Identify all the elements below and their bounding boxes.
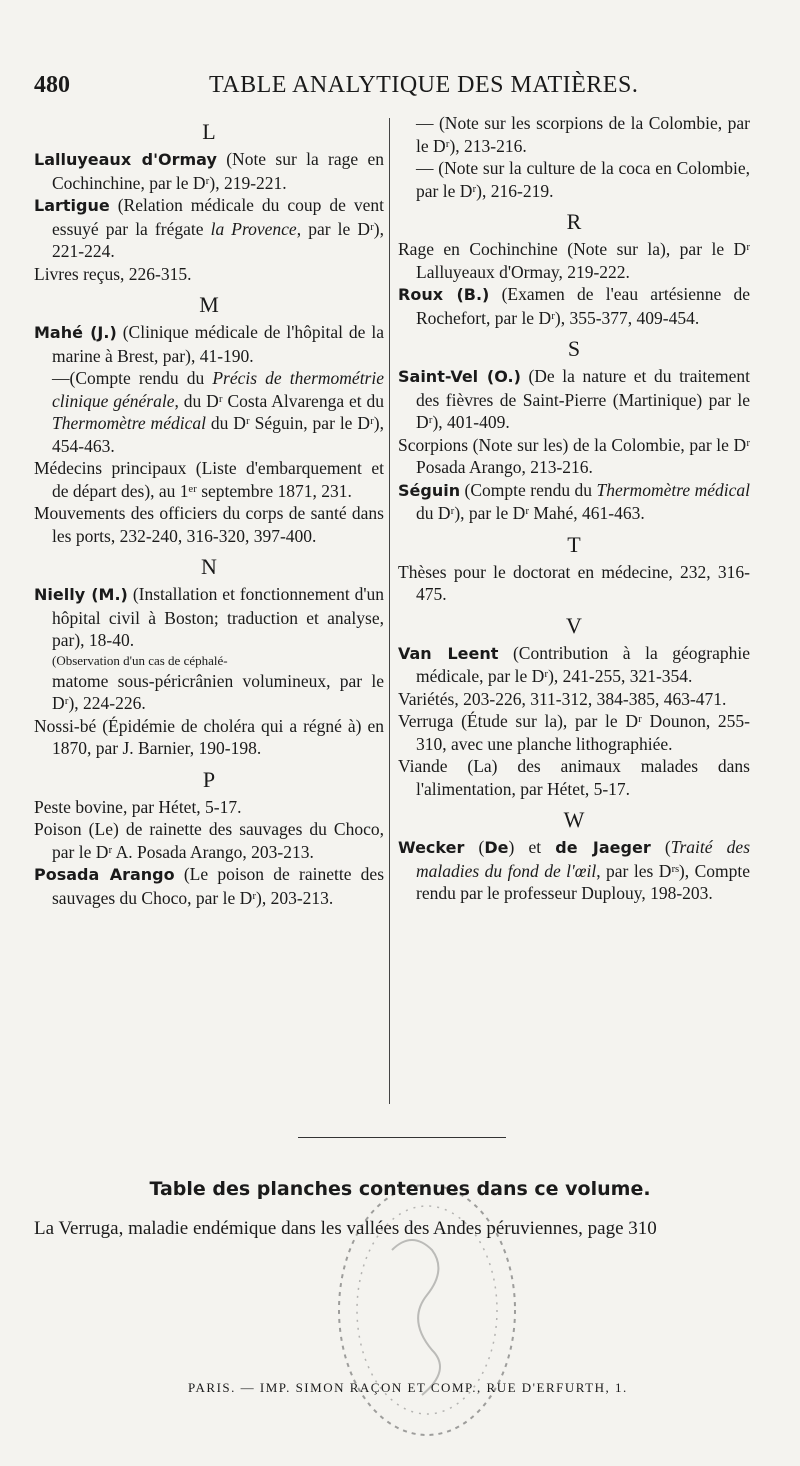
index-entry-scorpions: Scorpions (Note sur les) de la Colombie, par le Dʳ Posada Arango, 213-216. <box>398 434 750 477</box>
right-column <box>398 112 750 905</box>
index-entry-nossibe: Nossi-bé (Épidémie de choléra qui a régné à) en 1870, par J. Barnier, 190-198. <box>34 715 384 758</box>
library-stamp-icon <box>322 1160 532 1450</box>
index-entry-verruga: Verruga (Étude sur la), par le Dʳ Dounon, 255-310, avec une planche lithographiée. <box>398 711 750 754</box>
printer-imprint: PARIS. — IMP. SIMON RAÇON ET COMP., RUE D'ERFURTH, 1. <box>188 1380 628 1395</box>
section-letter-t: T <box>567 531 581 557</box>
index-entry-lalluyeaux: Lalluyeaux d'Ormay (Note sur la rage en Cochinchine, par le Dʳ), 219-221. <box>34 149 384 193</box>
plates-table-title: Table des planches contenues dans ce volume. <box>149 1178 651 1200</box>
index-entry-saintvel: Saint-Vel (O.) (De la nature et du traitement des fièvres de Saint-Pierre (Martinique) par le Dʳ), 401-409. <box>398 366 751 432</box>
index-subentry-posada-scorpions: — (Note sur les scorpions de la Colombie, par le Dʳ), 213-216. <box>416 113 750 156</box>
index-entry-lartigue: Lartigue (Relation médicale du coup de vent essuyé par la frégate la Provence, par le Dʳ), 221-224. <box>34 195 385 261</box>
index-entry-varietes: Variétés, 203-226, 311-312, 384-385, 463-471. <box>398 688 727 709</box>
section-letter-l: L <box>202 119 216 144</box>
column-divider <box>389 118 390 1104</box>
index-entry-peste: Peste bovine, par Hétet, 5-17. <box>34 796 242 817</box>
index-entry-wecker: Wecker (De) et de Jaeger (Traité des maladies du fond de l'œil, par les Dʳˢ), Compte rendu par le professeur Duplouy, 198-203. <box>398 837 751 903</box>
index-subentry-posada-coca: — (Note sur la culture de la coca en Colombie, par le Dʳ), 216-219. <box>416 158 750 201</box>
index-entry-poison: Poison (Le) de rainette des sauvages du Choco, par le Dʳ A. Posada Arango, 203-213. <box>34 819 384 862</box>
index-subentry-nielly-cont: matome sous-péricrânien volumineux, par le Dʳ), 224-226. <box>52 670 384 713</box>
page-header <box>34 72 780 112</box>
page-number: 480 <box>34 72 70 98</box>
left-column <box>34 112 384 909</box>
index-entry-seguin: Séguin (Compte rendu du Thermomètre médical du Dʳ), par le Dʳ Mahé, 461-463. <box>398 479 750 523</box>
section-letter-p: P <box>202 766 216 792</box>
section-letter-w: W <box>563 807 585 832</box>
index-entry-rage: Rage en Cochinchine (Note sur la), par le Dʳ Lalluyeaux d'Ormay, 219-222. <box>398 239 750 282</box>
index-entry-vanleent: Van Leent (Contribution à la géographie médicale, par le Dʳ), 241-255, 321-354. <box>398 642 751 686</box>
section-letter-r: R <box>566 209 582 234</box>
index-subentry-mahe: —(Compte rendu du Précis de thermométrie clinique générale, du Dʳ Costa Alvarenga et du Thermomètre médical du Dʳ Séguin, par le Dʳ), 454-463. <box>52 368 385 456</box>
index-entry-viande: Viande (La) des animaux malades dans l'alimentation, par Hétet, 5-17. <box>398 756 750 799</box>
section-letter-n: N <box>201 554 217 579</box>
section-rule <box>298 1137 506 1138</box>
index-entry-roux: Roux (B.) (Examen de l'eau artésienne de Rochefort, par le Dʳ), 355-377, 409-454. <box>398 284 750 328</box>
section-letter-v: V <box>566 612 582 638</box>
index-entry-livres: Livres reçus, 226-315. <box>34 263 192 284</box>
index-entry-theses: Thèses pour le doctorat en médecine, 232, 316-475. <box>398 561 750 604</box>
index-entry-mouvements: Mouvements des officiers du corps de santé dans les ports, 232-240, 316-320, 397-400. <box>34 503 384 546</box>
index-entry-mahe: Mahé (J.) (Clinique médicale de l'hôpital de la marine à Brest, par), 41-190. <box>34 322 385 366</box>
index-entry-posada: Posada Arango (Le poison de rainette des sauvages du Choco, par le Dʳ), 203-213. <box>34 864 385 908</box>
section-letter-s: S <box>567 336 581 361</box>
index-entry-medecins: Médecins principaux (Liste d'embarquement et de départ des), au 1ᵉʳ septembre 1871, 231. <box>34 458 384 501</box>
index-subentry-nielly-observation: (Observation d'un cas de céphalé- <box>52 652 228 668</box>
running-title: TABLE ANALYTIQUE DES MATIÈRES. <box>209 72 639 98</box>
index-entry-nielly: Nielly (M.) (Installation et fonctionnement d'un hôpital civil à Boston; traduction et analyse, par), 18-40. <box>34 584 385 650</box>
section-letter-m: M <box>199 292 219 317</box>
plates-table-entry: La Verruga, maladie endémique dans les vallées des Andes péruviennes, page 310 <box>34 1218 657 1239</box>
